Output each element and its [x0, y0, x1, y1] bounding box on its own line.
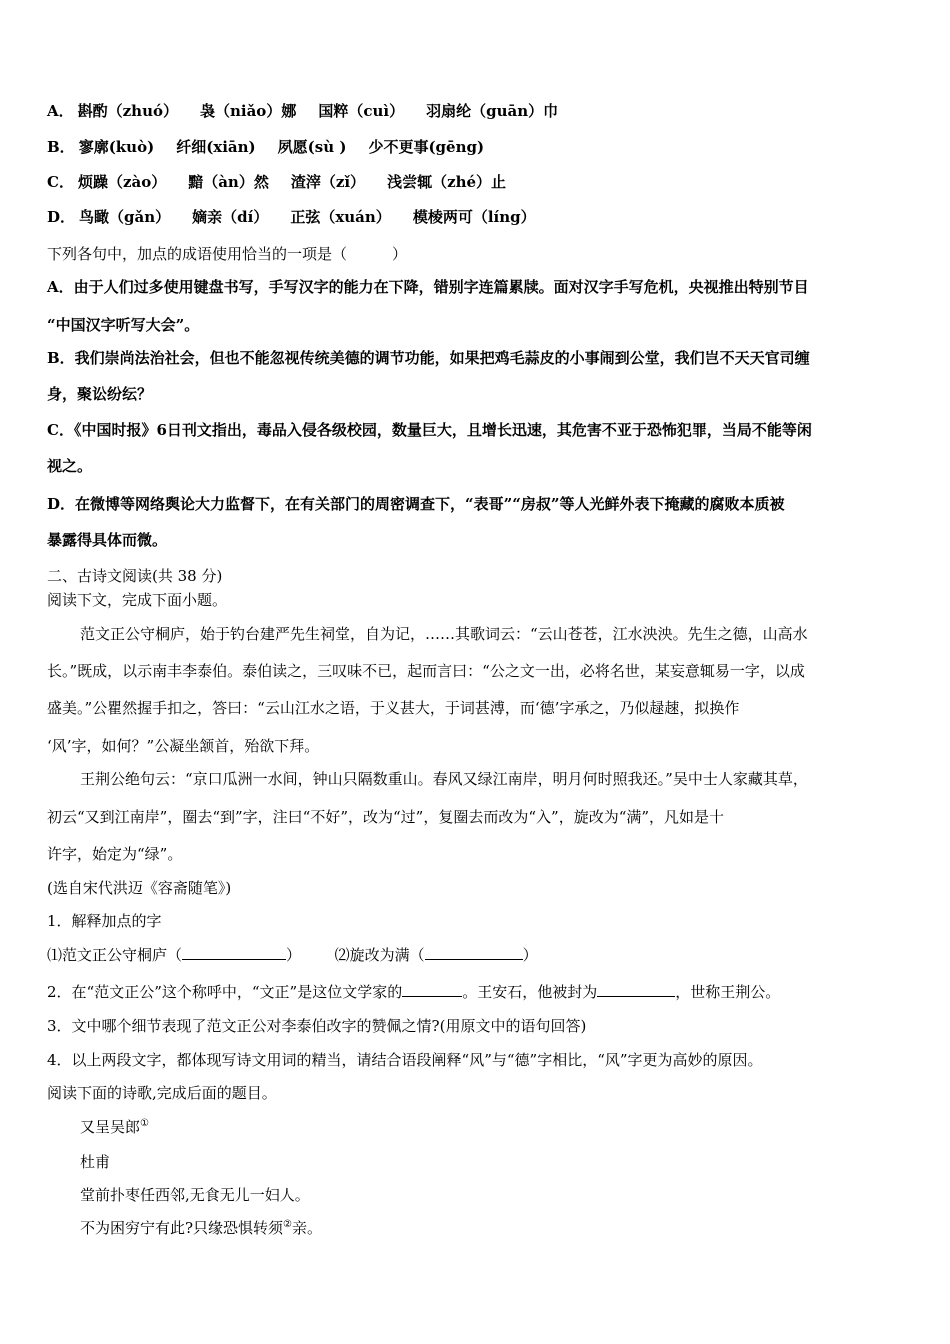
answer-blank[interactable]: [597, 982, 675, 997]
answer-blank[interactable]: [182, 945, 286, 960]
question2-option-a-line1: A．由于人们过多使用键盘书写，手写汉字的能力在下降，错别字连篇累牍。面对汉字手写危机，央视推出特别节目: [47, 278, 809, 296]
footnote-marker: ①: [140, 1118, 149, 1129]
subquestion-1-items: ⑴范文正公守桐庐（ ） ⑵旋改为满（ ）: [47, 946, 538, 964]
question2-option-b-line2: 身，聚讼纷纭？: [47, 385, 153, 403]
passage-line: 初云“又到江南岸”，圈去“到”字，注曰“不好”，改为“过”，复圈去而改为“入”，旋改为“满”，凡如是十: [47, 808, 725, 826]
passage-line: 长。”既成，以示南丰李泰伯。泰伯读之，三叹味不已，起而言曰：“公之文一出，必将名世，某妄意辄易一字，以成: [47, 662, 805, 680]
section-heading: 二、古诗文阅读(共 38 分): [47, 567, 223, 585]
question2-option-c-line2: 视之。: [47, 457, 93, 475]
question2-option-a-line2: “中国汉字听写大会”。: [47, 316, 200, 334]
question2-option-b-line1: B．我们崇尚法治社会，但也不能忽视传统美德的调节功能，如果把鸡毛蒜皮的小事闹到公堂，我们岂不天天官司缠: [47, 349, 810, 367]
question2-option-d-line1: D．在微博等网络舆论大力监督下，在有关部门的周密调查下，“表哥”“房叔”等人光鲜外表下掩藏的腐败本质被: [47, 495, 785, 513]
answer-blank[interactable]: [402, 982, 462, 997]
passage-line: ‘风’字，如何？”公凝坐颔首，殆欲下拜。: [47, 737, 320, 755]
poem-instruction: 阅读下面的诗歌,完成后面的题目。: [47, 1084, 277, 1102]
poem-author: 杜甫: [80, 1153, 111, 1171]
question2-option-d-line2: 暴露得具体而微。: [47, 531, 168, 549]
option-d: D． 鸟瞰（gǎn） 嫡亲（dí） 正弦（xuán） 模棱两可（líng）: [47, 208, 536, 226]
option-c: C． 烦躁（zào） 黯（àn）然 渣滓（zǐ） 浅尝辄（zhé）止: [47, 173, 507, 191]
question2-stem: 下列各句中，加点的成语使用恰当的一项是（ ）: [47, 245, 408, 263]
answer-blank[interactable]: [425, 945, 523, 960]
option-b: B． 寥廓(kuò) 纤细(xiān) 夙愿(sù ) 少不更事(gēng): [47, 138, 485, 156]
passage-line: 盛美。”公瞿然握手扣之，答曰：“云山江水之语，于义甚大，于词甚溥，而‘德’字承之，乃似趢趚，拟换作: [47, 699, 740, 717]
poem-title: 又呈吴郎①: [80, 1118, 149, 1136]
subquestion-1: 1．解释加点的字: [47, 912, 162, 930]
subquestion-4: 4．以上两段文字，都体现写诗文用词的精当，请结合语段阐释“风”与“德”字相比，“风”字更为高妙的原因。: [47, 1051, 763, 1069]
question2-option-c-line1: C．《中国时报》6日刊文指出，毒品入侵各级校园，数量巨大，且增长迅速，其危害不亚于恐怖犯罪，当局不能等闲: [47, 421, 812, 439]
passage-line: 许字，始定为“绿”。: [47, 845, 183, 863]
poem-line: 堂前扑枣任西邻,无食无儿一妇人。: [80, 1186, 310, 1204]
subquestion-2: 2．在“范文正公”这个称呼中，“文正”是这位文学家的 。王安石，他被封为 ，世称王荆公。: [47, 983, 781, 1001]
passage-source: (选自宋代洪迈《容斋随笔》): [47, 879, 232, 897]
subquestion-3: 3．文中哪个细节表现了范文正公对李泰伯改字的赞佩之情?(用原文中的语句回答): [47, 1017, 587, 1035]
passage-line: 范文正公守桐庐，始于钓台建严先生祠堂，自为记，……其歌词云：“云山苍苍，江水泱泱。先生之德，山高水: [80, 625, 808, 643]
footnote-marker: ②: [283, 1219, 293, 1230]
poem-line: 不为困穷宁有此?只缘恐惧转须②亲。: [80, 1219, 323, 1237]
section-instruction: 阅读下文，完成下面小题。: [47, 591, 228, 609]
option-a: A． 斟酌（zhuó） 袅（niǎo）娜 国粹（cuì） 羽扇纶（guān）巾: [47, 102, 559, 120]
passage-line: 王荆公绝句云：“京口瓜洲一水间，钟山只隔数重山。春风又绿江南岸，明月何时照我还。”吴中士人家藏其草，: [80, 770, 808, 788]
